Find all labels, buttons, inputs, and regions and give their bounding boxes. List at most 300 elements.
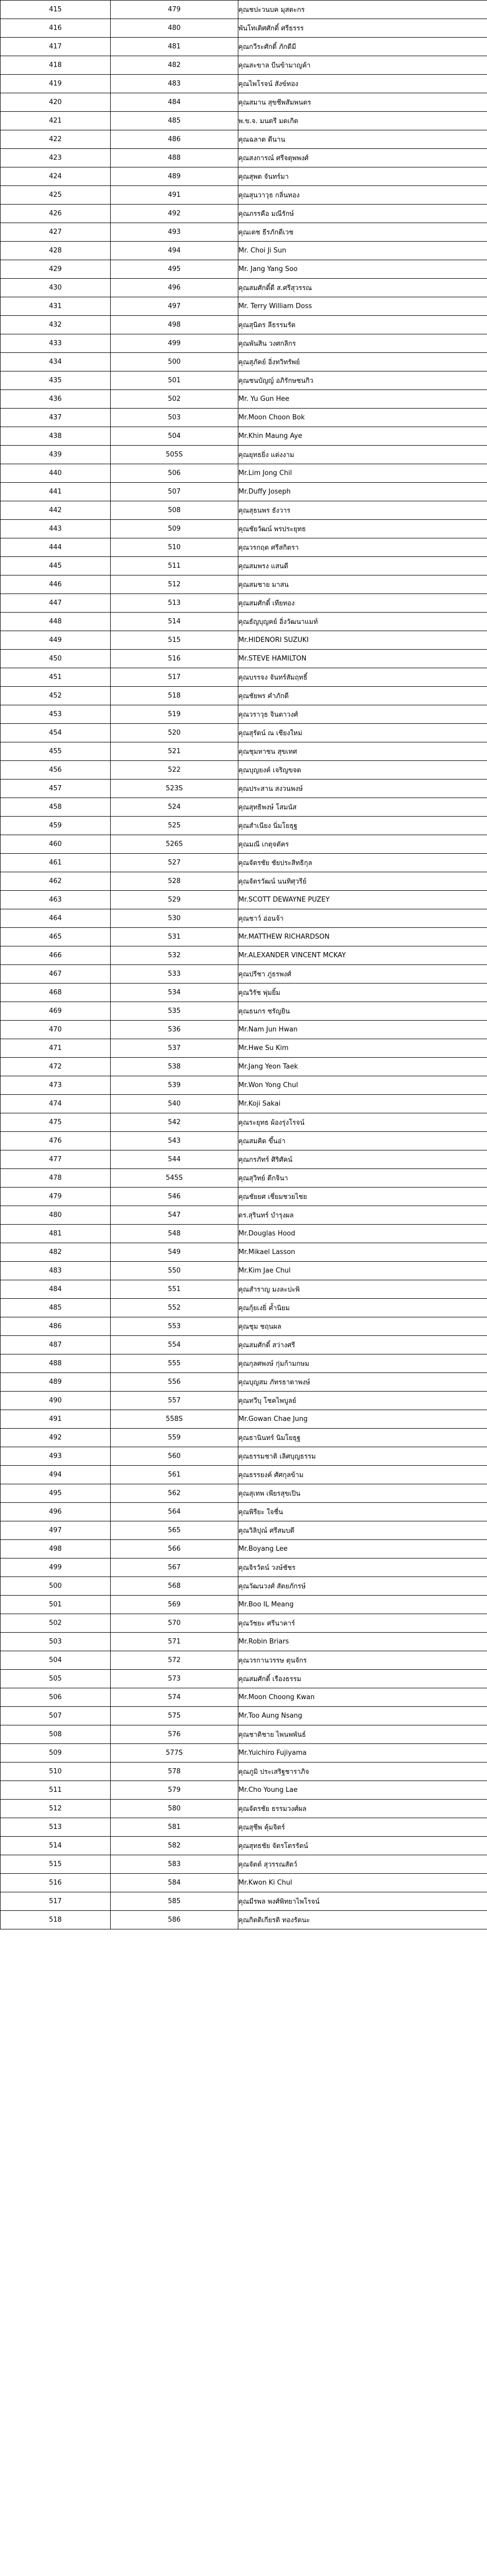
member-code-cell: 509: [111, 520, 238, 538]
member-name-cell: คุณสุทธชัย จัตรโตรรัตน์: [238, 1837, 487, 1855]
table-row: [1, 1317, 487, 1336]
member-name-cell: คุณสำเนียง นิ่มโยธุฐ: [238, 817, 487, 835]
member-code-cell: 566: [111, 1540, 238, 1558]
row-number-cell: 416: [1, 19, 111, 38]
row-number-cell: 423: [1, 149, 111, 167]
member-code-cell: 519: [111, 705, 238, 724]
row-number-cell: 499: [1, 1558, 111, 1577]
member-name-cell: คุณสมศักดิ์ สว่างศรี: [238, 1336, 487, 1354]
member-code-cell: 481: [111, 38, 238, 56]
member-code-cell: 484: [111, 93, 238, 112]
member-code-cell: 507: [111, 483, 238, 501]
row-number-cell: 503: [1, 1633, 111, 1651]
table-row: [1, 1892, 487, 1911]
member-name-cell: Mr. Choi Ji Sun: [238, 242, 487, 260]
member-code-cell: 532: [111, 946, 238, 965]
row-number-cell: 498: [1, 1540, 111, 1558]
table-row: [1, 613, 487, 631]
row-number-cell: 492: [1, 1429, 111, 1447]
table-row: [1, 1762, 487, 1781]
member-code-cell: 525: [111, 817, 238, 835]
row-number-cell: 506: [1, 1688, 111, 1707]
table-row: [1, 1095, 487, 1113]
member-table-body: [1, 1, 487, 1929]
row-number-cell: 433: [1, 334, 111, 353]
member-code-cell: 549: [111, 1243, 238, 1262]
row-number-cell: 515: [1, 1855, 111, 1874]
member-code-cell: 508: [111, 501, 238, 520]
table-row: [1, 1855, 487, 1874]
member-code-cell: 572: [111, 1651, 238, 1670]
member-name-cell: พันโทเติศศักดิ์ ศรีธรรร: [238, 19, 487, 38]
row-number-cell: 474: [1, 1095, 111, 1113]
member-name-cell: คุณสุรัตน์ ณ เชียงใหม่: [238, 724, 487, 742]
member-name-cell: Mr.Hwe Su Kim: [238, 1039, 487, 1058]
member-code-cell: 528: [111, 872, 238, 891]
table-row: [1, 854, 487, 872]
member-name-cell: คุณสุนวาวุธ กลิ่นทอง: [238, 186, 487, 205]
member-code-cell: 506: [111, 464, 238, 483]
table-row: [1, 872, 487, 891]
row-number-cell: 455: [1, 742, 111, 761]
member-name-cell: คุณฉลาด ดีนาน: [238, 130, 487, 149]
member-code-cell: 499: [111, 334, 238, 353]
member-code-cell: 518: [111, 687, 238, 705]
row-number-cell: 426: [1, 205, 111, 223]
row-number-cell: 514: [1, 1837, 111, 1855]
row-number-cell: 446: [1, 575, 111, 594]
member-code-cell: 511: [111, 557, 238, 575]
member-name-cell: คุณสมาน สุขชีพสัมพนตร: [238, 93, 487, 112]
member-code-cell: 524: [111, 798, 238, 817]
row-number-cell: 509: [1, 1744, 111, 1762]
member-code-cell: 489: [111, 167, 238, 186]
row-number-cell: 439: [1, 446, 111, 464]
member-name-cell: คุณธานินทร์ นิมโยธุฐ: [238, 1429, 487, 1447]
table-row: [1, 1225, 487, 1243]
row-number-cell: 452: [1, 687, 111, 705]
row-number-cell: 444: [1, 538, 111, 557]
member-code-cell: 501: [111, 371, 238, 390]
member-code-cell: 529: [111, 891, 238, 909]
member-name-cell: คุณบุญยงค์ เจริญขจด: [238, 761, 487, 779]
member-name-cell: คุณจิรวัตน์ วงษ์ชัชร: [238, 1558, 487, 1577]
member-code-cell: 544: [111, 1150, 238, 1169]
member-name-cell: ดร.สุรินทร์ บำรุงผล: [238, 1206, 487, 1225]
table-row: [1, 1837, 487, 1855]
member-name-cell: Mr.Won Yong Chul: [238, 1076, 487, 1095]
row-number-cell: 450: [1, 650, 111, 668]
member-code-cell: 540: [111, 1095, 238, 1113]
table-row: [1, 279, 487, 297]
member-name-cell: คุณวรกานวรรษ ดุนจักร: [238, 1651, 487, 1670]
table-row: [1, 353, 487, 371]
row-number-cell: 470: [1, 1021, 111, 1039]
table-row: [1, 1076, 487, 1095]
table-row: [1, 390, 487, 409]
table-row: [1, 1633, 487, 1651]
member-name-cell: คุณสมศักดิ์ เทียทอง: [238, 594, 487, 613]
table-row: [1, 1206, 487, 1225]
row-number-cell: 476: [1, 1132, 111, 1150]
row-number-cell: 429: [1, 260, 111, 279]
table-row: [1, 501, 487, 520]
row-number-cell: 480: [1, 1206, 111, 1225]
member-name-cell: คุณสะขาล บีนข้ามาญค้า: [238, 56, 487, 75]
member-code-cell: 515: [111, 631, 238, 650]
member-name-cell: คุณชาว์ อ่อนจ้า: [238, 909, 487, 928]
member-code-cell: 537: [111, 1039, 238, 1058]
member-name-cell: คุณกิตติเกียรติ ทองรัตนะ: [238, 1911, 487, 1929]
member-name-cell: คุณสงการณ์ ศรีจตุพพงศ์: [238, 149, 487, 167]
member-name-cell: คุณชนบัญญ์ อภิรักษชนกิว: [238, 371, 487, 390]
member-name-cell: Mr.Boyang Lee: [238, 1540, 487, 1558]
member-name-cell: คุณสำราญ มงละปะพิ: [238, 1280, 487, 1299]
member-code-cell: 569: [111, 1596, 238, 1614]
row-number-cell: 456: [1, 761, 111, 779]
table-row: [1, 650, 487, 668]
member-name-cell: คุณระยุทธ ผ้องรุ่งโรจน์: [238, 1113, 487, 1132]
row-number-cell: 513: [1, 1818, 111, 1837]
member-code-cell: 510: [111, 538, 238, 557]
row-number-cell: 425: [1, 186, 111, 205]
member-name-cell: คุณพันสิน วงศกลิกร: [238, 334, 487, 353]
member-name-cell: Mr.Mikael Lasson: [238, 1243, 487, 1262]
table-row: [1, 1725, 487, 1744]
row-number-cell: 518: [1, 1911, 111, 1929]
member-name-cell: คุณชัยพร คำภักดี: [238, 687, 487, 705]
row-number-cell: 441: [1, 483, 111, 501]
table-row: [1, 1558, 487, 1577]
table-row: [1, 483, 487, 501]
member-name-cell: คุณชุม ชฤนผล: [238, 1317, 487, 1336]
member-name-cell: คุณสมคิด ขึ้นอ่า: [238, 1132, 487, 1150]
member-name-cell: คุณยุทธยิ่ง แต่งงาม: [238, 446, 487, 464]
member-code-cell: 548: [111, 1225, 238, 1243]
row-number-cell: 418: [1, 56, 111, 75]
member-code-cell: 530: [111, 909, 238, 928]
table-row: [1, 1707, 487, 1725]
table-row: [1, 1429, 487, 1447]
member-name-cell: คุณจัตรวัฒน์ นนทิศุวรีย์: [238, 872, 487, 891]
member-code-cell: 573: [111, 1670, 238, 1688]
member-code-cell: 554: [111, 1336, 238, 1354]
member-name-cell: Mr.Moon Choong Kwan: [238, 1688, 487, 1707]
row-number-cell: 424: [1, 167, 111, 186]
member-code-cell: 534: [111, 984, 238, 1002]
row-number-cell: 462: [1, 872, 111, 891]
row-number-cell: 493: [1, 1447, 111, 1466]
table-row: [1, 409, 487, 427]
table-row: [1, 1911, 487, 1929]
table-row: [1, 242, 487, 260]
member-code-cell: 565: [111, 1521, 238, 1540]
table-row: [1, 538, 487, 557]
member-name-cell: Mr. Yu Gun Hee: [238, 390, 487, 409]
table-row: [1, 1373, 487, 1392]
member-code-cell: 480: [111, 19, 238, 38]
row-number-cell: 453: [1, 705, 111, 724]
member-name-cell: คุณเตช ธีรภักดีเวช: [238, 223, 487, 242]
table-row: [1, 1781, 487, 1800]
member-name-cell: คุณชัยวัฒน์ พรประยุทธ: [238, 520, 487, 538]
member-code-cell: 494: [111, 242, 238, 260]
row-number-cell: 461: [1, 854, 111, 872]
member-name-cell: คุณชาติชาย ไพนพพันธ์: [238, 1725, 487, 1744]
member-name-cell: Mr.MATTHEW RICHARDSON: [238, 928, 487, 946]
member-code-cell: 517: [111, 668, 238, 687]
member-name-cell: คุณสุทธิพงษ์ โสมนัส: [238, 798, 487, 817]
row-number-cell: 490: [1, 1392, 111, 1410]
member-code-cell: 545S: [111, 1169, 238, 1188]
row-number-cell: 419: [1, 75, 111, 93]
row-number-cell: 451: [1, 668, 111, 687]
member-code-cell: 513: [111, 594, 238, 613]
table-row: [1, 1410, 487, 1429]
member-code-cell: 558S: [111, 1410, 238, 1429]
member-name-cell: Mr.Yuichiro Fujiyama: [238, 1744, 487, 1762]
member-code-cell: 578: [111, 1762, 238, 1781]
member-code-cell: 535: [111, 1002, 238, 1021]
table-row: [1, 112, 487, 130]
table-row: [1, 1188, 487, 1206]
member-name-cell: Mr.Douglas Hood: [238, 1225, 487, 1243]
table-row: [1, 1484, 487, 1503]
table-row: [1, 223, 487, 242]
member-name-cell: คุณมีรพล พงศ์พิทยาไพโรจน์: [238, 1892, 487, 1911]
row-number-cell: 491: [1, 1410, 111, 1429]
member-code-cell: 560: [111, 1447, 238, 1466]
table-row: [1, 316, 487, 334]
table-row: [1, 594, 487, 613]
member-name-cell: คุณชัยยศ เชี่ยมชวยไชย: [238, 1188, 487, 1206]
member-name-cell: Mr.STEVE HAMILTON: [238, 650, 487, 668]
member-code-cell: 543: [111, 1132, 238, 1150]
member-code-cell: 504: [111, 427, 238, 446]
member-code-cell: 556: [111, 1373, 238, 1392]
table-row: [1, 1058, 487, 1076]
member-name-cell: คุณสมศักดิ์ เรืองธรรม: [238, 1670, 487, 1688]
member-code-cell: 514: [111, 613, 238, 631]
member-name-cell: คุณสุพต จันทร์มา: [238, 167, 487, 186]
member-code-cell: 531: [111, 928, 238, 946]
member-code-cell: 526S: [111, 835, 238, 854]
row-number-cell: 430: [1, 279, 111, 297]
row-number-cell: 428: [1, 242, 111, 260]
row-number-cell: 510: [1, 1762, 111, 1781]
member-name-cell: คุณสุชีพ คุ้มจิตร์: [238, 1818, 487, 1837]
row-number-cell: 422: [1, 130, 111, 149]
member-code-cell: 485: [111, 112, 238, 130]
row-number-cell: 502: [1, 1614, 111, 1633]
member-code-cell: 503: [111, 409, 238, 427]
member-code-cell: 522: [111, 761, 238, 779]
member-name-cell: คุณสมพรง แสนดี: [238, 557, 487, 575]
table-row: [1, 93, 487, 112]
member-name-cell: Mr.Kwon Ki Chul: [238, 1874, 487, 1892]
member-name-cell: Mr.Robin Briars: [238, 1633, 487, 1651]
table-row: [1, 297, 487, 316]
member-code-cell: 492: [111, 205, 238, 223]
member-code-cell: 562: [111, 1484, 238, 1503]
row-number-cell: 437: [1, 409, 111, 427]
member-code-cell: 493: [111, 223, 238, 242]
member-code-cell: 488: [111, 149, 238, 167]
table-row: [1, 1874, 487, 1892]
table-row: [1, 1113, 487, 1132]
table-row: [1, 1, 487, 19]
member-name-cell: Mr.Duffy Joseph: [238, 483, 487, 501]
member-code-cell: 536: [111, 1021, 238, 1039]
member-name-cell: คุณสุวิทย์ ดีกจินา: [238, 1169, 487, 1188]
member-name-cell: คุณมณี เกตุจตัคร: [238, 835, 487, 854]
table-row: [1, 1002, 487, 1021]
row-number-cell: 472: [1, 1058, 111, 1076]
table-row: [1, 1021, 487, 1039]
member-name-cell: คุณธัญบุญคย์ อิ่งวัฒนาแมท์: [238, 613, 487, 631]
row-number-cell: 471: [1, 1039, 111, 1058]
member-code-cell: 495: [111, 260, 238, 279]
member-code-cell: 582: [111, 1837, 238, 1855]
member-code-cell: 491: [111, 186, 238, 205]
table-row: [1, 520, 487, 538]
row-number-cell: 463: [1, 891, 111, 909]
table-row: [1, 1651, 487, 1670]
table-row: [1, 1243, 487, 1262]
table-row: [1, 1132, 487, 1150]
table-row: [1, 761, 487, 779]
member-name-cell: คุณบรรจง จันทร์สัมฤทธิ์: [238, 668, 487, 687]
row-number-cell: 454: [1, 724, 111, 742]
member-code-cell: 542: [111, 1113, 238, 1132]
row-number-cell: 478: [1, 1169, 111, 1188]
table-row: [1, 1280, 487, 1299]
member-name-cell: คุณธรรมชาติ เลิศบุญธรรม: [238, 1447, 487, 1466]
table-row: [1, 1039, 487, 1058]
member-code-cell: 584: [111, 1874, 238, 1892]
table-row: [1, 186, 487, 205]
member-name-cell: คุณวัชยะ ศรีนาคาร์: [238, 1614, 487, 1633]
table-row: [1, 1818, 487, 1837]
row-number-cell: 464: [1, 909, 111, 928]
member-code-cell: 568: [111, 1577, 238, 1596]
member-name-cell: คุณกวีระศักดิ์ ภักดีมี: [238, 38, 487, 56]
member-code-cell: 551: [111, 1280, 238, 1299]
member-name-cell: Mr.Nam Jun Hwan: [238, 1021, 487, 1039]
member-name-cell: คุณวัฒนวงศ์ สัตยภักรษ์: [238, 1577, 487, 1596]
row-number-cell: 420: [1, 93, 111, 112]
row-number-cell: 435: [1, 371, 111, 390]
member-name-cell: Mr.Jang Yeon Taek: [238, 1058, 487, 1076]
row-number-cell: 467: [1, 965, 111, 984]
row-number-cell: 432: [1, 316, 111, 334]
table-row: [1, 965, 487, 984]
member-code-cell: 486: [111, 130, 238, 149]
member-code-cell: 547: [111, 1206, 238, 1225]
member-code-cell: 546: [111, 1188, 238, 1206]
table-row: [1, 167, 487, 186]
member-code-cell: 520: [111, 724, 238, 742]
table-row: [1, 464, 487, 483]
member-code-cell: 497: [111, 297, 238, 316]
member-name-cell: คุณสมชาย มาสน: [238, 575, 487, 594]
table-row: [1, 557, 487, 575]
table-row: [1, 1688, 487, 1707]
member-name-cell: Mr.Lim Jong Chil: [238, 464, 487, 483]
row-number-cell: 508: [1, 1725, 111, 1744]
member-name-cell: Mr.Gowan Chae Jung: [238, 1410, 487, 1429]
row-number-cell: 489: [1, 1373, 111, 1392]
member-code-cell: 567: [111, 1558, 238, 1577]
member-name-cell: คุณวราวุธ จินตาวงศ์: [238, 705, 487, 724]
member-name-cell: คุณธนกร ชรัญยิน: [238, 1002, 487, 1021]
table-row: [1, 1354, 487, 1373]
member-name-cell: คุณภูมิ ประเสริฐชาราภิจ: [238, 1762, 487, 1781]
row-number-cell: 457: [1, 779, 111, 798]
member-name-cell: Mr.Cho Young Lae: [238, 1781, 487, 1800]
row-number-cell: 501: [1, 1596, 111, 1614]
member-code-cell: 555: [111, 1354, 238, 1373]
table-row: [1, 260, 487, 279]
member-code-cell: 580: [111, 1800, 238, 1818]
table-row: [1, 130, 487, 149]
table-row: [1, 19, 487, 38]
member-name-cell: คุณกุ้ยเงยิ่ ค้ำนิยม: [238, 1299, 487, 1317]
member-name-cell: คุณวรกฤต ศรีสกิตรา: [238, 538, 487, 557]
row-number-cell: 473: [1, 1076, 111, 1095]
row-number-cell: 488: [1, 1354, 111, 1373]
table-row: [1, 38, 487, 56]
table-row: [1, 1540, 487, 1558]
member-name-cell: Mr.Kim Jae Chul: [238, 1262, 487, 1280]
member-code-cell: 500: [111, 353, 238, 371]
row-number-cell: 431: [1, 297, 111, 316]
row-number-cell: 481: [1, 1225, 111, 1243]
row-number-cell: 487: [1, 1336, 111, 1354]
table-row: [1, 891, 487, 909]
row-number-cell: 434: [1, 353, 111, 371]
table-row: [1, 742, 487, 761]
member-code-cell: 574: [111, 1688, 238, 1707]
table-row: [1, 1800, 487, 1818]
member-code-cell: 533: [111, 965, 238, 984]
table-row: [1, 1744, 487, 1762]
row-number-cell: 494: [1, 1466, 111, 1484]
member-code-cell: 498: [111, 316, 238, 334]
member-code-cell: 571: [111, 1633, 238, 1651]
member-code-cell: 550: [111, 1262, 238, 1280]
row-number-cell: 479: [1, 1188, 111, 1206]
table-row: [1, 668, 487, 687]
table-row: [1, 1466, 487, 1484]
member-code-cell: 479: [111, 1, 238, 19]
member-name-cell: คุณประสาน สงวนพงษ์: [238, 779, 487, 798]
table-row: [1, 446, 487, 464]
table-row: [1, 984, 487, 1002]
table-row: [1, 149, 487, 167]
member-name-cell: คุณไพโรจน์ สังข์ทอง: [238, 75, 487, 93]
member-code-cell: 502: [111, 390, 238, 409]
table-row: [1, 798, 487, 817]
row-number-cell: 438: [1, 427, 111, 446]
member-code-cell: 559: [111, 1429, 238, 1447]
member-code-cell: 553: [111, 1317, 238, 1336]
member-name-cell: คุณกรภัทร์ ศิริศัคน์: [238, 1150, 487, 1169]
table-row: [1, 575, 487, 594]
member-code-cell: 575: [111, 1707, 238, 1725]
table-row: [1, 1503, 487, 1521]
member-code-cell: 583: [111, 1855, 238, 1874]
